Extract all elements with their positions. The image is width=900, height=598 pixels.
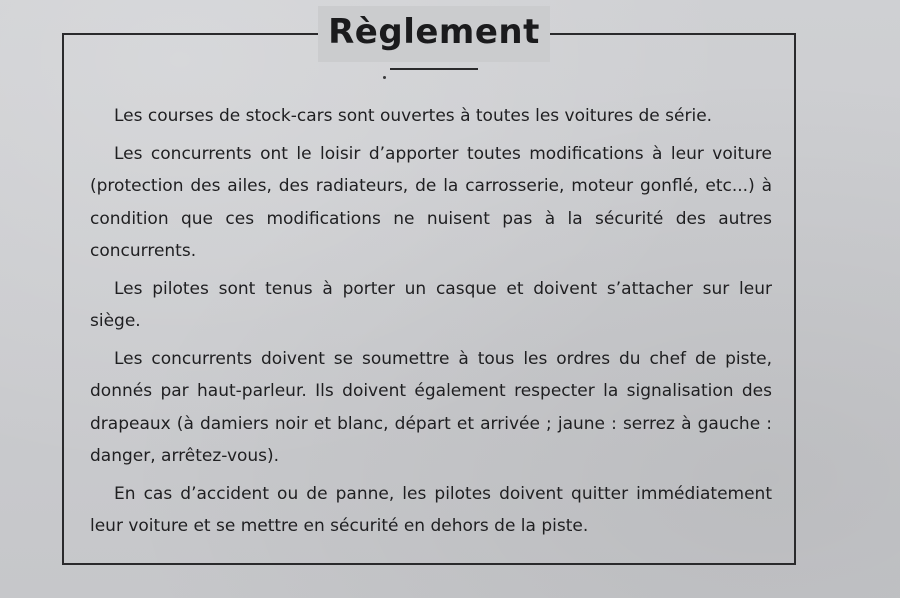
document-body (90, 100, 772, 548)
paragraph-5: En cas d’accident ou de panne, les pilotes doivent quitter immédiatement leur voiture et se mettre en sécurité en dehors de la piste. (90, 483, 772, 536)
title-underline (390, 68, 478, 70)
page-title: Règlement (328, 12, 540, 52)
paragraph-1: Les courses de stock-cars sont ouvertes à toutes les voitures de série. (114, 106, 713, 126)
paragraph-3: Les pilotes sont tenus à porter un casque et doivent s’attacher sur leur siège. (90, 278, 772, 331)
paragraph-2: Les concurrents ont le loisir d’apporter toutes modifications à leur voiture (protection des ailes, des radiateurs, de la carrosserie, moteur gonflé, etc...) à condition que ces modifications ne nuisent pas à la sécurité des autres concurrents. (90, 143, 772, 261)
ink-speck (383, 76, 386, 79)
paragraph-4: Les concurrents doivent se soumettre à tous les ordres du chef de piste, donnés par haut-parleur. Ils doivent également respecter la signalisation des drapeaux (à damiers noir et blanc, départ et arrivée ; jaune : serrez à gauche : danger, arrêtez-vous). (90, 348, 772, 466)
